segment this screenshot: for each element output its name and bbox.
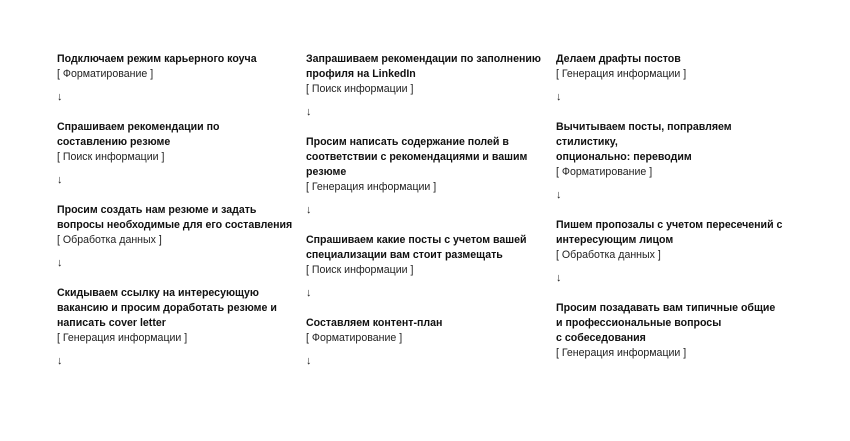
step-title: Просим позадавать вам типичные общие и профессиональные вопросы с собеседования [556,302,776,344]
step-proofread-posts [556,120,794,203]
step-title: Просим написать содержание полей в соответствии с рекомендациями и вашим резюме [306,136,528,178]
step-linkedin-recommendations [306,52,544,120]
step-spacer [556,203,794,218]
step-post-drafts [556,52,794,105]
step-title: Скидываем ссылку на интересующую вакансию и просим доработать резюме и написать cover letter [57,287,277,329]
step-tag: [ Генерация информации ] [556,347,687,359]
step-spacer [57,105,295,120]
step-write-profile-fields [306,135,544,218]
step-spacer [57,188,295,203]
step-spacer [306,301,544,316]
step-title: Подключаем режим карьерного коуча [57,53,257,65]
step-tag: [ Форматирование ] [556,166,653,178]
step-title: Вычитываем посты, поправляем стилистику, опционально: переводим [556,121,732,163]
step-title: Спрашиваем рекомендации по составлению резюме [57,121,220,148]
step-tag: [ Форматирование ] [306,332,403,344]
step-tag: [ Форматирование ] [57,68,154,80]
arrow-down-icon: ↓ [556,189,562,201]
step-title: Просим создать нам резюме и задать вопросы необходимые для его составления [57,204,293,231]
step-title: Пишем пропозалы с учетом пересечений с интересующим лицом [556,219,783,246]
step-tag: [ Генерация информации ] [57,332,188,344]
arrow-down-icon: ↓ [556,272,562,284]
step-tag: [ Поиск информации ] [306,264,414,276]
column-posts-interview [556,52,794,361]
step-tag: [ Генерация информации ] [306,181,437,193]
arrow-down-icon: ↓ [556,91,562,103]
step-create-resume [57,203,295,271]
step-interview-questions [556,301,794,361]
step-spacer [556,105,794,120]
step-tag: [ Поиск информации ] [306,83,414,95]
step-spacer [556,286,794,301]
arrow-down-icon: ↓ [57,355,63,367]
step-spacer [57,271,295,286]
step-career-coach-mode [57,52,295,105]
arrow-down-icon: ↓ [306,106,312,118]
step-post-ideas [306,233,544,301]
step-tag: [ Поиск информации ] [57,151,165,163]
step-vacancy-cover-letter [57,286,295,369]
step-resume-recommendations [57,120,295,188]
column-career-resume [57,52,295,369]
step-title: Составляем контент-план [306,317,443,329]
step-spacer [306,218,544,233]
column-linkedin-content [306,52,544,369]
step-spacer [306,120,544,135]
arrow-down-icon: ↓ [306,355,312,367]
arrow-down-icon: ↓ [57,91,63,103]
step-content-plan [306,316,544,369]
arrow-down-icon: ↓ [306,204,312,216]
step-proposals [556,218,794,286]
step-tag: [ Генерация информации ] [556,68,687,80]
arrow-down-icon: ↓ [57,174,63,186]
step-title: Делаем драфты постов [556,53,681,65]
arrow-down-icon: ↓ [306,287,312,299]
step-title: Спрашиваем какие посты с учетом вашей специализации вам стоит размещать [306,234,527,261]
step-tag: [ Обработка данных ] [556,249,661,261]
arrow-down-icon: ↓ [57,257,63,269]
step-tag: [ Обработка данных ] [57,234,162,246]
step-title: Запрашиваем рекомендации по заполнению профиля на LinkedIn [306,53,541,80]
